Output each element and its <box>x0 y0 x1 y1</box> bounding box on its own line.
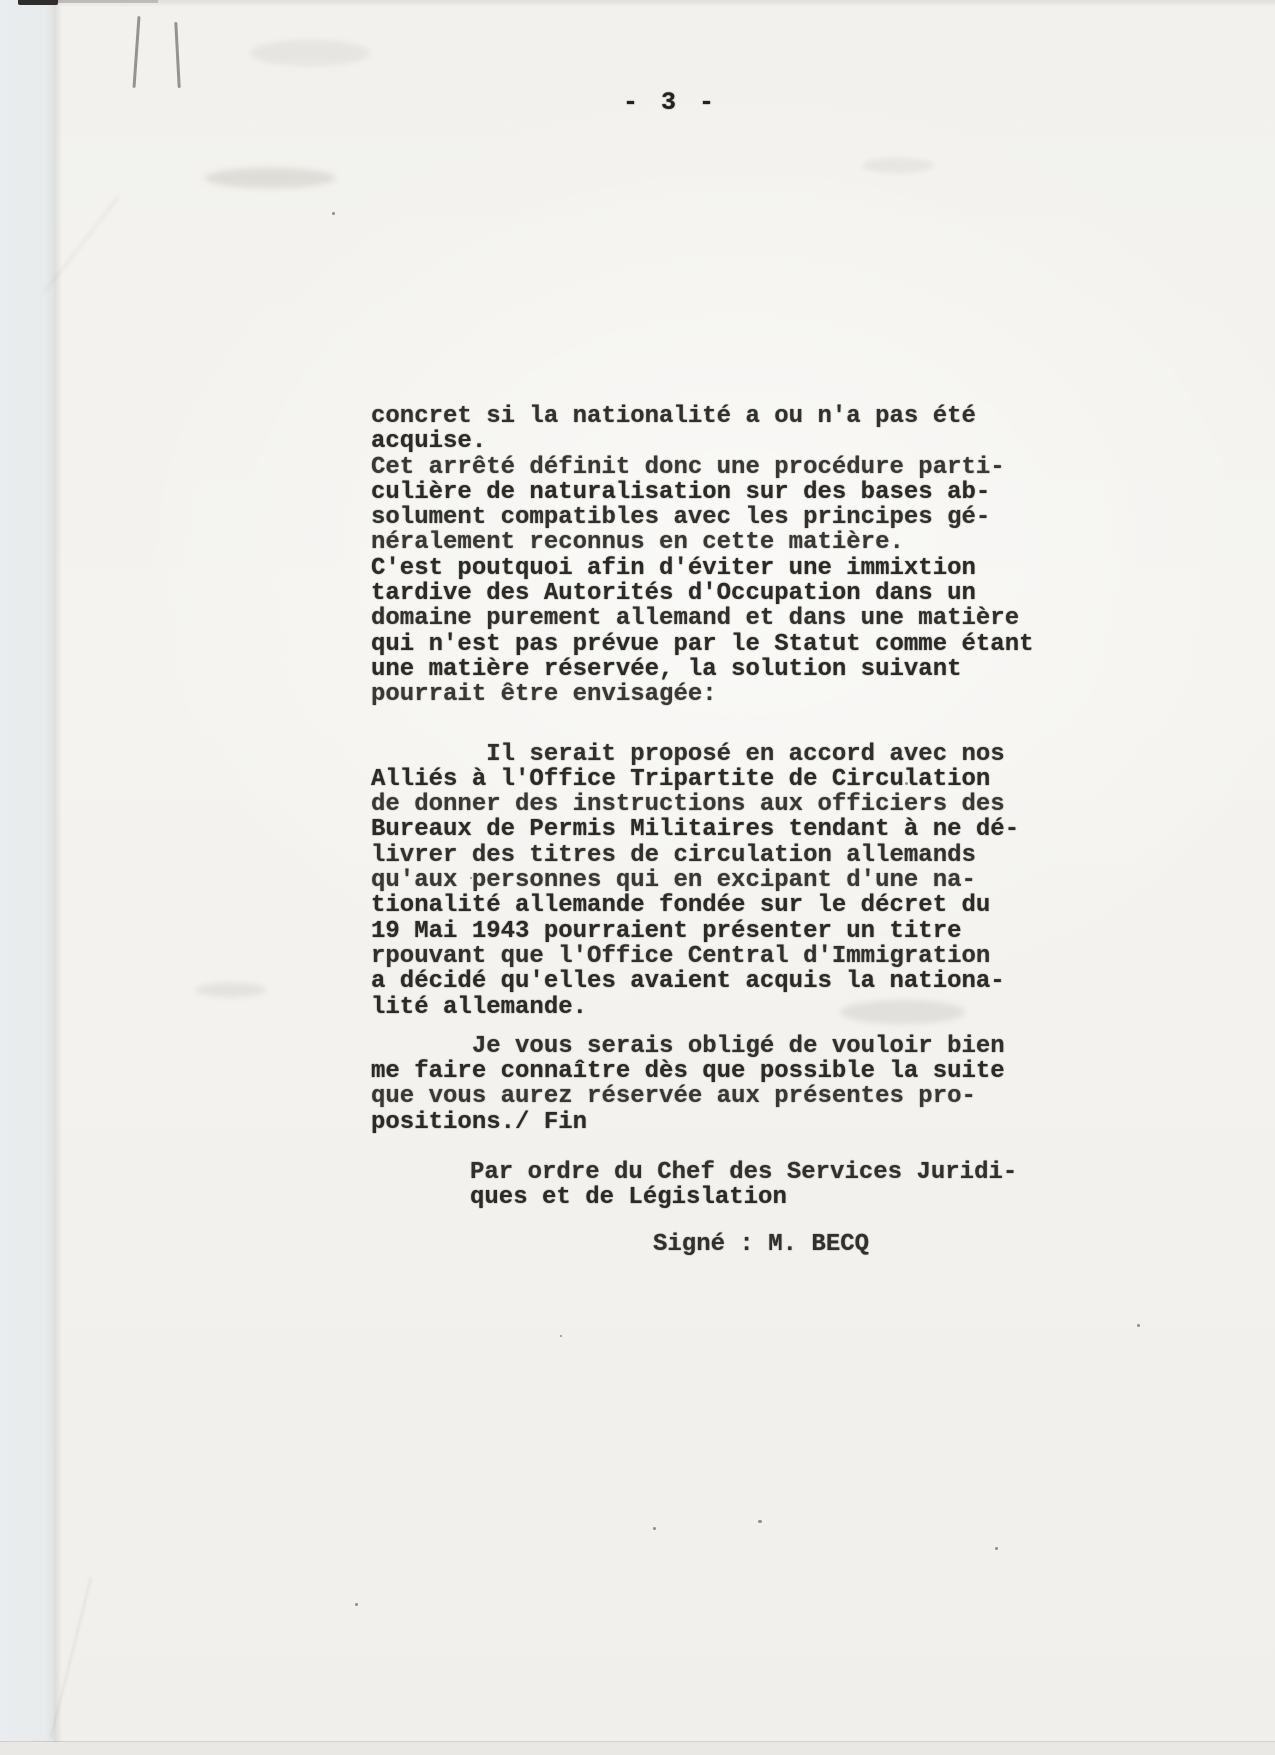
text-line: qu'aux personnes qui en excipant d'une na- <box>371 867 976 895</box>
paragraph-2 <box>371 742 1071 1020</box>
text-line: livrer des titres de circulation allemands <box>371 841 976 869</box>
text-line: rpouvant que l'Office Central d'Immigration <box>371 942 991 970</box>
text-line: tardive des Autorités d'Occupation dans un <box>371 580 976 608</box>
speck <box>653 1527 656 1530</box>
text-line: C'est poutquoi afin d'éviter une immixtion <box>371 554 976 582</box>
closing-block <box>470 1160 1071 1211</box>
text-line: culière de naturalisation sur des bases ab- <box>371 478 991 506</box>
speck <box>1137 1324 1140 1327</box>
signature-line <box>653 1232 1071 1257</box>
pencil-mark <box>174 22 180 88</box>
text-line: 19 Mai 1943 pourraient présenter un titre <box>371 917 962 945</box>
text-line: Je vous serais obligé de vouloir bien <box>371 1032 1005 1060</box>
paragraph-1 <box>371 404 1071 708</box>
text-line: une matière réservée, la solution suivant <box>371 655 962 683</box>
text-line: pourrait être envisagée: <box>371 681 717 709</box>
text-line: Alliés à l'Office Tripartite de Circulation <box>371 765 991 793</box>
text-line: Par ordre du Chef des Services Juridi- <box>470 1159 1018 1187</box>
pencil-mark <box>132 16 140 88</box>
text-line: concret si la nationalité a ou n'a pas été <box>371 403 976 430</box>
text-line: néralement reconnus en cette matière. <box>371 529 904 557</box>
top-edge-shade <box>54 0 1275 7</box>
text-line: qui n'est pas prévue par le Statut comme étant <box>371 630 1034 658</box>
text-line: Bureaux de Permis Militaires tendant à ne dé- <box>371 816 1020 844</box>
text-line: Cet arrêté définit donc une procédure parti- <box>371 453 1005 481</box>
text-line: ques et de Législation <box>470 1184 787 1212</box>
scan-edge-artifact <box>18 0 58 5</box>
scan-edge-artifact-faint <box>58 0 158 3</box>
speck <box>355 1603 358 1606</box>
text-line: tionalité allemande fondée sur le décret du <box>371 892 991 920</box>
text-line: domaine purement allemand et dans une matière <box>371 605 1020 633</box>
text-line: Il serait proposé en accord avec nos <box>371 740 1005 768</box>
smudge <box>205 168 335 188</box>
speck <box>758 1520 762 1523</box>
text-line: me faire connaître dès que possible la suite <box>371 1058 1005 1086</box>
letter-body <box>371 404 1071 1257</box>
text-line: acquise. <box>371 428 487 456</box>
paper-edge-shadow <box>54 0 62 1755</box>
scanner-edge-strip <box>0 0 54 1755</box>
text-line: de donner des instructions aux officiers des <box>371 791 1005 819</box>
text-line: que vous aurez réservée aux présentes pro- <box>371 1083 976 1111</box>
smudge <box>196 983 266 997</box>
text-line: Signé : M. BECQ <box>653 1230 870 1258</box>
text-line: lité allemande. <box>371 993 588 1021</box>
paper-bottom-edge <box>0 1742 1275 1755</box>
text-line: positions./ Fin <box>371 1108 588 1136</box>
smudge <box>862 158 934 173</box>
text-line: a décidé qu'elles avaient acquis la nationa- <box>371 968 1005 996</box>
smudge <box>250 40 370 66</box>
speck <box>995 1547 998 1550</box>
speck <box>332 212 335 215</box>
page-number: - 3 - <box>623 88 719 117</box>
text-line: solument compatibles avec les principes gé- <box>371 504 991 532</box>
paragraph-3 <box>371 1034 1071 1135</box>
speck <box>560 1335 562 1337</box>
